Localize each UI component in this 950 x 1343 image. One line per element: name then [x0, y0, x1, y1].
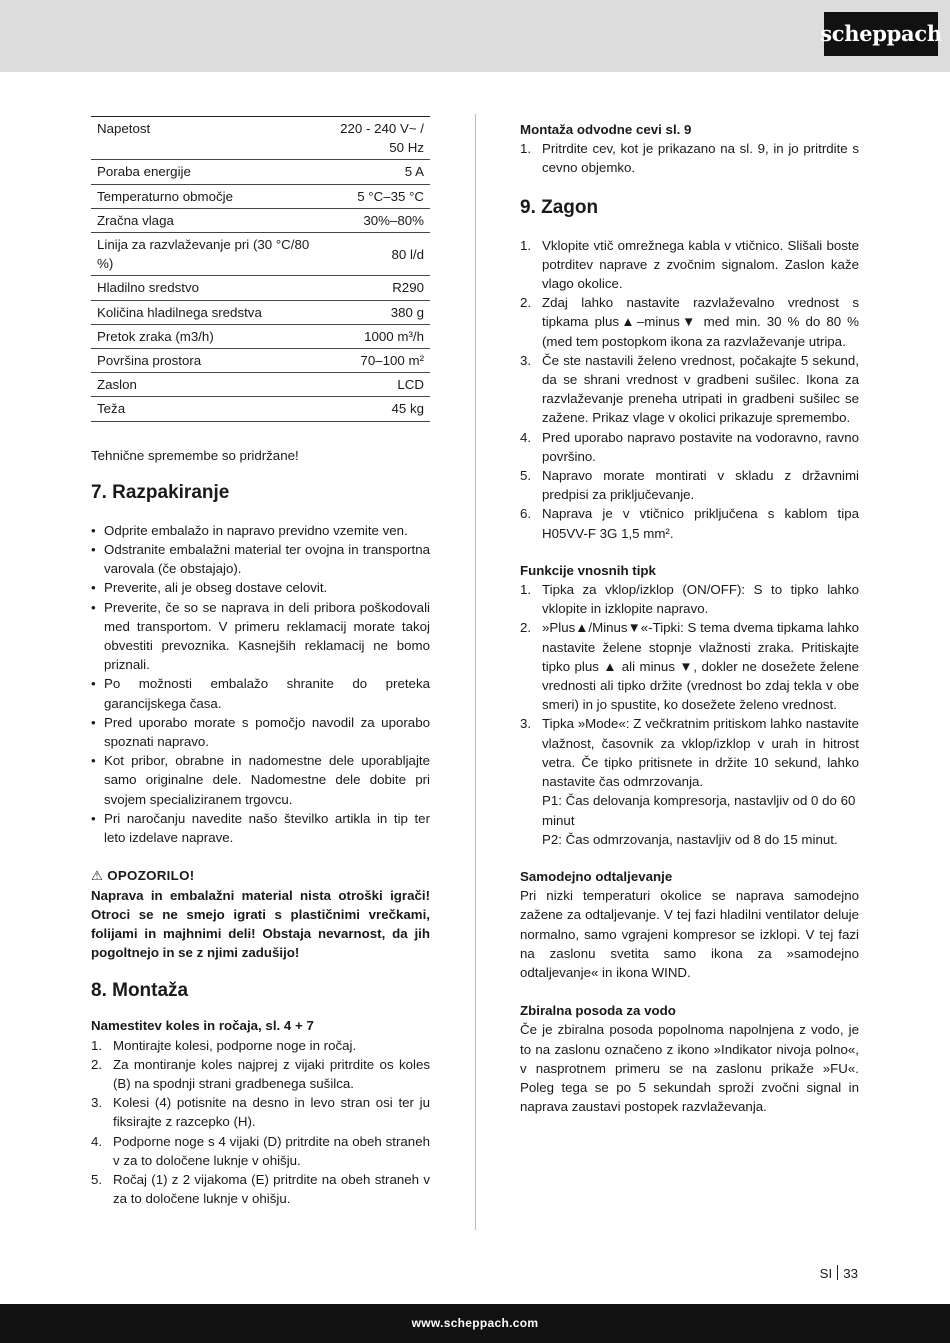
warning-title: ⚠ OPOZORILO! — [91, 868, 195, 884]
section-8-title: 8. Montaža — [91, 980, 189, 1002]
list-item: 1. Tipka za vklop/izklop (ON/OFF): S to tipko lahko vklopite in izklopite napravo. — [520, 582, 859, 617]
spec-label: Hladilno sredstvo — [91, 276, 318, 300]
drain-hose-steps — [520, 139, 859, 177]
brand-logo: scheppach — [824, 12, 938, 56]
spec-value: 5 A — [318, 160, 430, 184]
list-item: • Preverite, če so se naprava in deli pribora poškodovali med transportom. V primeru reklamacij morate takoj obvestiti prevoznika. Kasnejših reklamacij ne bomo priznali. — [91, 598, 430, 675]
list-item: 1. Pritrdite cev, kot je prikazano na sl. 9, in jo pritrdite s cevno objemko. — [520, 141, 859, 176]
spec-value: 1000 m³/h — [318, 324, 430, 348]
table-row — [91, 233, 430, 276]
spec-label: Količina hladilnega sredstva — [91, 300, 318, 324]
defrost-text: Pri nizki temperaturi okolice se naprava samodejno zažene za odtaljevanje. V tej fazi hladilni ventilator deluje normalno, samo vgrajeni kompresor se izklopi. V tej fazi na zaslonu svetita samo ikona za »samodejno odtaljevanje« in ikona WIND. — [520, 888, 859, 980]
list-item: • Po možnosti embalažo shranite do preteka garancijskega časa. — [91, 674, 430, 712]
list-item: 2. Zdaj lahko nastavite razvlaževalno vrednost s tipkama plus▲–minus▼ med min. 30 % do 80 % (med tem postopkom ikona za razvlaževanje utripa. — [520, 295, 859, 349]
list-item: 1. Montirajte kolesi, podporne noge in ročaj. — [91, 1037, 357, 1053]
warning-text: Naprava in embalažni material nista otroški igrači! Otroci se ne smejo igrati s plastičnimi vrečkami, folijami in majhnimi deli! Obstaja nevarnost, da jih pogoltnejo in se z njimi zadušijo! — [91, 887, 430, 961]
spec-label: Zračna vlaga — [91, 208, 318, 232]
wheels-handle-subtitle: Namestitev koles in ročaja, sl. 4 + 7 — [91, 1018, 314, 1034]
table-row — [91, 373, 430, 397]
list-item: 2. »Plus▲/Minus▼«-Tipki: S tema dvema tipkama lahko nastavite želene stopnje vlažnosti zraka. Pritiskajte tipko plus ▲ ali minus ▼, dokler ne dosežete želene vrednosti ali tipko držite (vrednost bo zdaj tekla v obe smeri) in jo spustite, ko dosežete želeno vrednost. — [520, 620, 860, 713]
warning-icon: ⚠ — [91, 868, 104, 884]
p1-setting: P1: Čas delovanja kompresorja, nastavljiv od 0 do 60 minut — [542, 793, 856, 828]
list-item: 5. Napravo morate montirati v skladu z državnimi predpisi za priključevanje. — [520, 468, 859, 503]
list-item: 5. Ročaj (1) z 2 vijakoma (E) pritrdite na obeh straneh v za to določene luknje v ohišju. — [91, 1171, 430, 1207]
tank-text: Če je zbiralna posoda popolnoma napolnjena z vodo, je to na zaslonu označeno z ikono »Indikator nivoja polno«, v nasprotnem primeru se na zaslonu prikaže »FU«. Poleg tega se po 5 sekundah sproži zvočni signal in naprava zaustavi postopek razvlaževanja. — [520, 1022, 859, 1115]
spec-value: 220 - 240 V~ / 50 Hz — [318, 117, 430, 160]
unpacking-list — [91, 521, 430, 847]
spec-value: R290 — [318, 276, 430, 300]
list-item: • Kot pribor, obrabne in nadomestne dele uporabljajte samo originalne dele. Nadomestne dele dobite pri svojem specializiranem trgovcu. — [91, 751, 430, 809]
spec-label: Napetost — [91, 117, 318, 160]
spec-value: 30%–80% — [318, 208, 430, 232]
page-separator — [837, 1265, 838, 1280]
drain-hose-subtitle: Montaža odvodne cevi sl. 9 — [520, 122, 692, 137]
spec-label: Teža — [91, 397, 318, 421]
specifications-table — [91, 116, 430, 422]
page-number: SI 33 — [819, 1266, 858, 1281]
list-item: • Odstranite embalažni material ter ovojna in transportna varovala (če obstajajo). — [91, 540, 430, 578]
table-row — [91, 397, 430, 421]
list-item: • Pri naročanju navedite našo številko artikla in tip ter leto izdelave naprave. — [91, 809, 430, 847]
spec-label: Linija za razvlaževanje pri (30 °C/80 %) — [91, 233, 318, 276]
spec-value: 80 l/d — [318, 233, 430, 276]
list-item: 6. Naprava je v vtičnico priključena s kablom tipa H05VV-F 3G 1,5 mm². — [520, 506, 859, 541]
table-row — [91, 324, 430, 348]
list-item: • Odprite embalažo in napravo previdno vzemite ven. — [91, 521, 430, 540]
spec-value: 45 kg — [318, 397, 430, 421]
list-item: 3. Kolesi (4) potisnite na desno in levo stran osi ter ju fiksirajte z razcepko (H). — [91, 1095, 430, 1130]
list-item: 4. Podporne noge s 4 vijaki (D) pritrdite na obeh straneh v za to določene luknje v ohišju. — [91, 1133, 430, 1168]
table-row — [91, 276, 430, 300]
mounting-steps — [91, 1036, 430, 1209]
left-column — [91, 114, 430, 1208]
list-item: 3. Če ste nastavili želeno vrednost, počakajte 5 sekund, da se shrani vrednost v gradbeni sušilec. Ikona za razvlaževanje preneha utripati in gradbeni sušilec se zažene. Prikaz vlage v okolici prikazuje spremembo. — [520, 352, 859, 426]
spec-value: 5 °C–35 °C — [318, 184, 430, 208]
spec-label: Pretok zraka (m3/h) — [91, 324, 318, 348]
spec-value: 70–100 m² — [318, 349, 430, 373]
table-row — [91, 208, 430, 232]
footer-bar — [0, 1304, 950, 1343]
tank-subtitle: Zbiralna posoda za vodo — [520, 1003, 676, 1019]
spec-label: Površina prostora — [91, 349, 318, 373]
spec-value: 380 g — [318, 300, 430, 324]
list-item: 1. Vklopite vtič omrežnega kabla v vtičnico. Slišali boste potrditev naprave z zvočnim signalom. Zaslon kaže vlago okolice. — [520, 237, 859, 292]
keys-subtitle: Funkcije vnosnih tipk — [520, 562, 656, 578]
spec-label: Temperaturno območje — [91, 184, 318, 208]
right-column — [520, 120, 859, 1116]
list-item: • Pred uporabo morate s pomočjo navodil za uporabo spoznati napravo. — [91, 713, 430, 751]
spec-value: LCD — [318, 373, 430, 397]
tech-note: Tehnične spremembe so pridržane! — [91, 447, 299, 463]
keys-list — [520, 580, 859, 849]
table-row — [91, 300, 430, 324]
website-link[interactable]: www.scheppach.com — [411, 1315, 539, 1330]
table-row — [91, 184, 430, 208]
list-item: 2. Za montiranje koles najprej z vijaki pritrdite os koles (B) na spodnji strani gradbenega sušilca. — [91, 1056, 430, 1091]
table-row — [91, 349, 430, 373]
list-item: 4. Pred uporabo napravo postavite na vodoravno, ravno površino. — [520, 429, 859, 464]
spec-label: Poraba energije — [91, 160, 318, 184]
table-row — [91, 117, 430, 160]
column-divider — [475, 114, 476, 1230]
list-item: • Preverite, ali je obseg dostave celovit. — [91, 578, 430, 597]
header-bar — [0, 0, 950, 72]
section-9-title: 9. Zagon — [520, 196, 599, 218]
table-row — [91, 160, 430, 184]
spec-label: Zaslon — [91, 373, 318, 397]
startup-steps — [520, 236, 859, 543]
section-7-title: 7. Razpakiranje — [91, 481, 230, 503]
p2-setting: P2: Čas odmrzovanja, nastavljiv od 8 do 15 minut. — [542, 831, 838, 847]
list-item: 3. Tipka »Mode«: Z večkratnim pritiskom lahko nastavite vlažnost, časovnik za vklop/izklop v urah in hitrost vetra. Če tipko pritisnete in držite 10 sekund, lahko nastavite čas odmrzovanja. P1: Čas delovanja kompresorja, nastavljiv od 0 do 60 minut P2: Čas odmrzovanja, nastavljiv od 8 do 15 minut. — [520, 714, 859, 848]
defrost-subtitle: Samodejno odtaljevanje — [520, 868, 673, 884]
